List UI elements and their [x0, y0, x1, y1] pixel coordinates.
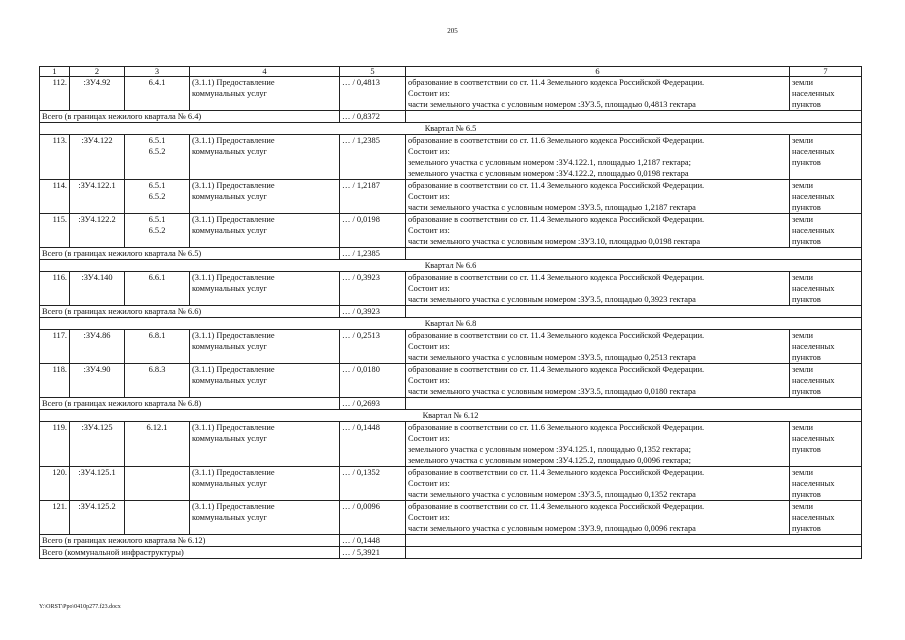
quarter-code: 6.5.2 — [148, 147, 166, 156]
land-category — [790, 330, 862, 364]
quarter-code: 6.12.1 — [146, 423, 168, 432]
parcel-area: … / 0,0096 — [340, 501, 406, 535]
row-number: 115. — [40, 214, 70, 248]
land-category — [790, 272, 862, 306]
total-label: Всего (в границах нежилого квартала № 6.8) — [40, 398, 340, 410]
description-line: земельного участка с условным номером :ЗУ4.122.2, площадью 0,0198 гектара — [408, 169, 689, 178]
total-label: Всего (в границах нежилого квартала № 6.6) — [40, 306, 340, 318]
land-category-line: земли — [792, 502, 813, 511]
description-line: образование в соответствии со ст. 11.4 Земельного кодекса Российской Федерации. — [408, 215, 705, 224]
quarter-code: 6.8.3 — [148, 365, 166, 374]
parcel-code: :ЗУ4.86 — [70, 330, 125, 364]
total-area: … / 5,3921 — [340, 547, 406, 559]
land-category-line: земли — [792, 365, 813, 374]
permitted-use — [190, 180, 340, 214]
description-line: Состоит из: — [408, 284, 450, 293]
description-line: земельного участка с условным номером :ЗУ4.125.2, площадью 0,0096 гектара; — [408, 456, 691, 465]
land-category-line: пунктов — [792, 158, 821, 167]
land-category-line: населенных — [792, 434, 835, 443]
land-category — [790, 135, 862, 180]
land-category-line: земли — [792, 468, 813, 477]
row-number: 112. — [40, 77, 70, 111]
quarter-code: 6.8.1 — [148, 331, 166, 340]
permitted-use — [190, 214, 340, 248]
land-category-line: пунктов — [792, 445, 821, 454]
formation-description — [406, 330, 790, 364]
parcel-code: :ЗУ4.125.1 — [70, 467, 125, 501]
land-category-line: населенных — [792, 376, 835, 385]
description-line: образование в соответствии со ст. 11.4 Земельного кодекса Российской Федерации. — [408, 468, 705, 477]
total-label: Всего (в границах нежилого квартала № 6.12) — [40, 535, 340, 547]
total-row — [40, 306, 862, 318]
quarter-code: 6.4.1 — [148, 78, 166, 87]
land-category-line: населенных — [792, 479, 835, 488]
description-line: Состоит из: — [408, 192, 450, 201]
permitted-use-line: коммунальных услуг — [192, 147, 267, 156]
description-line: части земельного участка с условным номером :ЗУ3.5, площадью 0,1352 гектара — [408, 490, 696, 499]
parcel-row — [40, 422, 862, 467]
quarter-codes — [125, 180, 190, 214]
description-line: Состоит из: — [408, 479, 450, 488]
parcel-code: :ЗУ4.122.2 — [70, 214, 125, 248]
parcel-area: … / 0,0180 — [340, 364, 406, 398]
quarter-codes — [125, 135, 190, 180]
description-line: части земельного участка с условным номером :ЗУ3.5, площадью 0,2513 гектара — [408, 353, 696, 362]
quarter-codes — [125, 501, 190, 535]
column-numbers-row — [40, 67, 862, 77]
total-area: … / 0,3923 — [340, 306, 406, 318]
formation-description — [406, 467, 790, 501]
quarter-codes — [125, 214, 190, 248]
permitted-use-line: коммунальных услуг — [192, 342, 267, 351]
parcels-table-body — [40, 67, 862, 559]
parcel-code: :ЗУ4.125.2 — [70, 501, 125, 535]
description-line: Состоит из: — [408, 89, 450, 98]
description-line: Состоит из: — [408, 147, 450, 156]
description-line: образование в соответствии со ст. 11.4 Земельного кодекса Российской Федерации. — [408, 502, 705, 511]
page-number: 205 — [447, 27, 458, 35]
total-area: … / 0,2693 — [340, 398, 406, 410]
total-empty — [406, 248, 862, 260]
permitted-use-line: (3.1.1) Предоставление — [192, 215, 275, 224]
parcel-area: … / 0,3923 — [340, 272, 406, 306]
land-category-line: земли — [792, 423, 813, 432]
row-number: 114. — [40, 180, 70, 214]
land-category — [790, 422, 862, 467]
land-category-line: земли — [792, 215, 813, 224]
formation-description — [406, 364, 790, 398]
permitted-use-line: (3.1.1) Предоставление — [192, 273, 275, 282]
permitted-use-line: (3.1.1) Предоставление — [192, 502, 275, 511]
land-category-line: пунктов — [792, 295, 821, 304]
parcel-area: … / 1,2385 — [340, 135, 406, 180]
total-empty — [406, 398, 862, 410]
formation-description — [406, 77, 790, 111]
description-line: части земельного участка с условным номером :ЗУ3.5, площадью 0,0180 гектара — [408, 387, 696, 396]
total-area: … / 1,2385 — [340, 248, 406, 260]
quarter-code: 6.5.1 — [148, 181, 166, 190]
description-line: части земельного участка с условным номером :ЗУ3.5, площадью 0,4813 гектара — [408, 100, 696, 109]
quarter-header-row — [40, 410, 862, 422]
land-category — [790, 364, 862, 398]
land-category-line: населенных — [792, 342, 835, 351]
land-category-line: земли — [792, 136, 813, 145]
parcel-row — [40, 330, 862, 364]
land-category-line: населенных — [792, 89, 835, 98]
quarter-code: 6.5.2 — [148, 226, 166, 235]
permitted-use-line: (3.1.1) Предоставление — [192, 78, 275, 87]
description-line: части земельного участка с условным номером :ЗУ3.10, площадью 0,0198 гектара — [408, 237, 701, 246]
permitted-use — [190, 364, 340, 398]
land-category-line: населенных — [792, 147, 835, 156]
formation-description — [406, 272, 790, 306]
land-category-line: земли — [792, 78, 813, 87]
formation-description — [406, 135, 790, 180]
permitted-use-line: (3.1.1) Предоставление — [192, 331, 275, 340]
permitted-use-line: коммунальных услуг — [192, 284, 267, 293]
parcel-area: … / 0,1448 — [340, 422, 406, 467]
quarter-codes — [125, 272, 190, 306]
land-category — [790, 467, 862, 501]
description-line: Состоит из: — [408, 226, 450, 235]
quarter-code: 6.5.1 — [148, 136, 166, 145]
column-number: 3 — [125, 67, 190, 77]
land-category-line: пунктов — [792, 524, 821, 533]
description-line: Состоит из: — [408, 434, 450, 443]
total-empty — [406, 306, 862, 318]
description-line: земельного участка с условным номером :ЗУ4.125.1, площадью 0,1352 гектара; — [408, 445, 691, 454]
parcel-row — [40, 180, 862, 214]
parcel-code: :ЗУ4.122 — [70, 135, 125, 180]
parcel-area: … / 0,4813 — [340, 77, 406, 111]
land-category-line: населенных — [792, 226, 835, 235]
row-number: 113. — [40, 135, 70, 180]
permitted-use-line: (3.1.1) Предоставление — [192, 365, 275, 374]
formation-description — [406, 422, 790, 467]
parcel-code: :ЗУ4.92 — [70, 77, 125, 111]
land-category-line: населенных — [792, 513, 835, 522]
quarter-code: 6.6.1 — [148, 273, 166, 282]
total-empty — [406, 535, 862, 547]
permitted-use-line: коммунальных услуг — [192, 479, 267, 488]
land-category-line: пунктов — [792, 203, 821, 212]
description-line: Состоит из: — [408, 513, 450, 522]
description-line: образование в соответствии со ст. 11.6 Земельного кодекса Российской Федерации. — [408, 136, 705, 145]
total-area: … / 0,1448 — [340, 535, 406, 547]
parcel-row — [40, 214, 862, 248]
parcel-row — [40, 135, 862, 180]
land-category — [790, 77, 862, 111]
quarter-header-row — [40, 123, 862, 135]
total-row — [40, 248, 862, 260]
quarter-title: Квартал № 6.5 — [40, 123, 862, 135]
column-number: 5 — [340, 67, 406, 77]
parcel-row — [40, 501, 862, 535]
land-category — [790, 180, 862, 214]
permitted-use — [190, 135, 340, 180]
parcel-area: … / 0,0198 — [340, 214, 406, 248]
total-label: Всего (в границах нежилого квартала № 6.5) — [40, 248, 340, 260]
row-number: 116. — [40, 272, 70, 306]
land-category-line: земли — [792, 273, 813, 282]
quarter-codes — [125, 422, 190, 467]
parcel-row — [40, 364, 862, 398]
permitted-use-line: (3.1.1) Предоставление — [192, 423, 275, 432]
quarter-codes — [125, 330, 190, 364]
total-row — [40, 111, 862, 123]
description-line: Состоит из: — [408, 342, 450, 351]
quarter-codes — [125, 467, 190, 501]
quarter-header-row — [40, 260, 862, 272]
total-empty — [406, 547, 862, 559]
description-line: части земельного участка с условным номером :ЗУ3.5, площадью 0,3923 гектара — [408, 295, 696, 304]
column-number: 6 — [406, 67, 790, 77]
permitted-use-line: (3.1.1) Предоставление — [192, 136, 275, 145]
description-line: образование в соответствии со ст. 11.4 Земельного кодекса Российской Федерации. — [408, 78, 705, 87]
permitted-use — [190, 272, 340, 306]
permitted-use-line: коммунальных услуг — [192, 513, 267, 522]
row-number: 119. — [40, 422, 70, 467]
column-number: 1 — [40, 67, 70, 77]
formation-description — [406, 214, 790, 248]
land-category-line: населенных — [792, 284, 835, 293]
description-line: части земельного участка с условным номером :ЗУ3.9, площадью 0,0096 гектара — [408, 524, 696, 533]
permitted-use-line: коммунальных услуг — [192, 89, 267, 98]
land-category-line: пунктов — [792, 387, 821, 396]
parcel-code: :ЗУ4.125 — [70, 422, 125, 467]
description-line: образование в соответствии со ст. 11.4 Земельного кодекса Российской Федерации. — [408, 331, 705, 340]
land-category-line: пунктов — [792, 237, 821, 246]
quarter-title: Квартал № 6.6 — [40, 260, 862, 272]
description-line: земельного участка с условным номером :ЗУ4.122.1, площадью 1,2187 гектара; — [408, 158, 691, 167]
land-category-line: земли — [792, 331, 813, 340]
parcel-area: … / 1,2187 — [340, 180, 406, 214]
total-row — [40, 547, 862, 559]
permitted-use-line: (3.1.1) Предоставление — [192, 181, 275, 190]
permitted-use-line: (3.1.1) Предоставление — [192, 468, 275, 477]
parcel-row — [40, 77, 862, 111]
quarter-header-row — [40, 318, 862, 330]
quarter-code: 6.5.2 — [148, 192, 166, 201]
quarter-code: 6.5.1 — [148, 215, 166, 224]
permitted-use-line: коммунальных услуг — [192, 376, 267, 385]
permitted-use — [190, 467, 340, 501]
land-category-line: пунктов — [792, 353, 821, 362]
formation-description — [406, 501, 790, 535]
permitted-use — [190, 422, 340, 467]
quarter-codes — [125, 77, 190, 111]
row-number: 121. — [40, 501, 70, 535]
description-line: образование в соответствии со ст. 11.4 Земельного кодекса Российской Федерации. — [408, 273, 705, 282]
description-line: части земельного участка с условным номером :ЗУ3.5, площадью 1,2187 гектара — [408, 203, 696, 212]
column-number: 7 — [790, 67, 862, 77]
column-number: 2 — [70, 67, 125, 77]
total-label: Всего (в границах нежилого квартала № 6.4) — [40, 111, 340, 123]
parcel-code: :ЗУ4.140 — [70, 272, 125, 306]
quarter-title: Квартал № 6.12 — [40, 410, 862, 422]
land-category-line: земли — [792, 181, 813, 190]
description-line: образование в соответствии со ст. 11.4 Земельного кодекса Российской Федерации. — [408, 365, 705, 374]
row-number: 117. — [40, 330, 70, 364]
parcel-area: … / 0,2513 — [340, 330, 406, 364]
parcel-row — [40, 272, 862, 306]
permitted-use — [190, 330, 340, 364]
permitted-use — [190, 501, 340, 535]
description-line: образование в соответствии со ст. 11.6 Земельного кодекса Российской Федерации. — [408, 423, 705, 432]
total-row — [40, 535, 862, 547]
total-area: … / 0,8372 — [340, 111, 406, 123]
permitted-use-line: коммунальных услуг — [192, 226, 267, 235]
land-category — [790, 214, 862, 248]
parcel-area: … / 0,1352 — [340, 467, 406, 501]
land-category — [790, 501, 862, 535]
quarter-title: Квартал № 6.8 — [40, 318, 862, 330]
total-empty — [406, 111, 862, 123]
permitted-use-line: коммунальных услуг — [192, 434, 267, 443]
land-category-line: населенных — [792, 192, 835, 201]
parcels-table — [39, 66, 862, 559]
parcel-code: :ЗУ4.90 — [70, 364, 125, 398]
row-number: 118. — [40, 364, 70, 398]
quarter-codes — [125, 364, 190, 398]
land-category-line: пунктов — [792, 100, 821, 109]
land-category-line: пунктов — [792, 490, 821, 499]
parcel-row — [40, 467, 862, 501]
column-number: 4 — [190, 67, 340, 77]
description-line: образование в соответствии со ст. 11.4 Земельного кодекса Российской Федерации. — [408, 181, 705, 190]
permitted-use-line: коммунальных услуг — [192, 192, 267, 201]
file-path-footer: Y:\ORST\Ppo\0410p277.f23.docx — [39, 604, 121, 610]
formation-description — [406, 180, 790, 214]
parcel-code: :ЗУ4.122.1 — [70, 180, 125, 214]
row-number: 120. — [40, 467, 70, 501]
total-row — [40, 398, 862, 410]
permitted-use — [190, 77, 340, 111]
description-line: Состоит из: — [408, 376, 450, 385]
total-label: Всего (коммунальной инфраструктуры) — [40, 547, 340, 559]
